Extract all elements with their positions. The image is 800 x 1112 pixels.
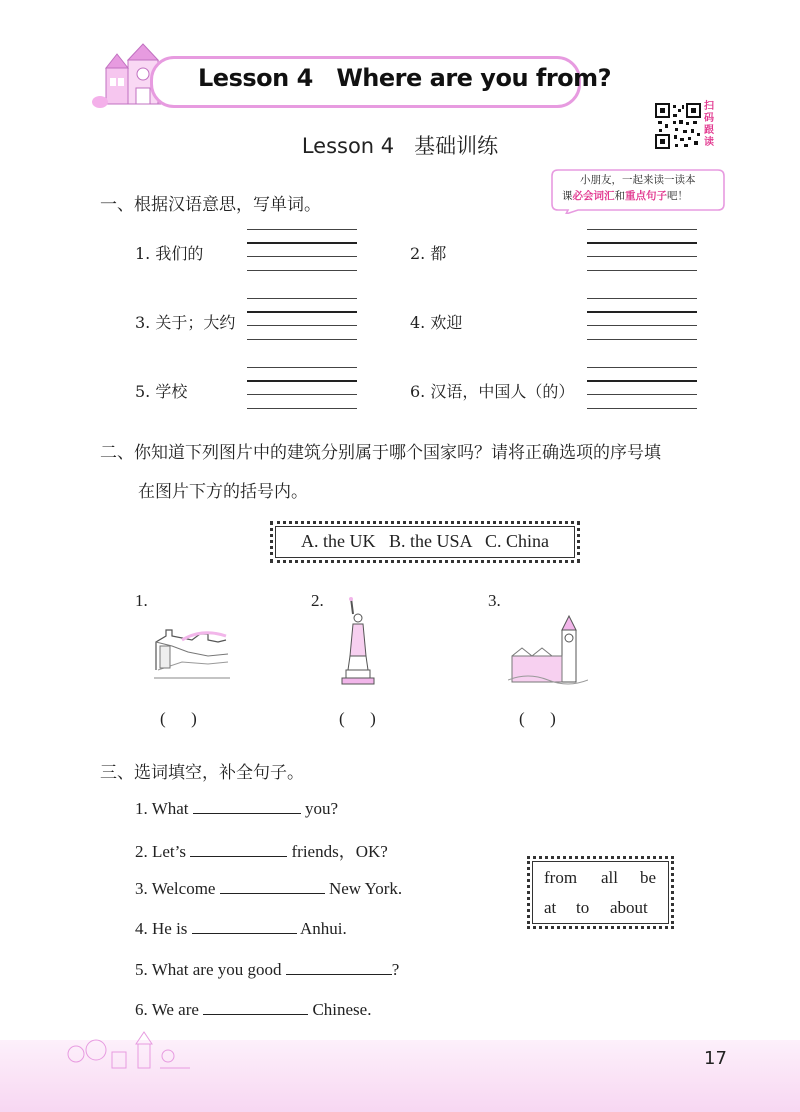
sentence-5-blank[interactable] [286,958,392,975]
bubble-highlight-words: 必会词汇 [572,190,615,202]
bubble-text-post: 吧！ [667,190,688,202]
sentence-4-post: Anhui. [299,919,347,938]
picture-num-2: 2. [311,591,324,610]
word-bank-to: to [576,898,590,917]
answer-lines-5[interactable] [247,367,357,411]
answer-lines-4[interactable] [587,298,697,342]
sentence-2-post: friends，OK? [291,842,388,861]
lesson-title: Lesson 4 Where are you from? [198,64,612,92]
sentence-1-post: you? [305,799,339,818]
sentence-6-post: Chinese. [312,1000,372,1019]
bubble-highlight-sentences: 重点句子 [625,190,667,202]
sentence-3-blank[interactable] [220,877,325,894]
bubble-line2 [562,188,720,204]
sentence-1 [135,797,338,819]
sentence-2-pre: 2. Let’s [135,842,186,861]
answer-lines-3[interactable] [247,298,357,342]
page-number: 17 [704,1048,727,1069]
sentence-3-post: New York. [328,879,403,898]
word-item-4: 4. 欢迎 [410,313,463,332]
sentence-3-pre: 3. Welcome [135,879,216,898]
section1-title: 一、根据汉语意思，写单词。 [100,195,321,215]
word-bank-all: all [601,868,618,887]
sentence-5 [135,958,399,980]
great-wall-icon [152,612,232,682]
answer-lines-6[interactable] [587,367,697,411]
word-bank-be: be [640,868,657,887]
scan-label: 扫码跟读 [704,101,714,148]
sentence-5-post: ? [391,960,400,979]
word-item-3: 3. 关于；大约 [135,313,236,332]
answer-lines-2[interactable] [587,229,697,273]
answer-lines-1[interactable] [247,229,357,273]
answer-paren-1[interactable]: ( ) [160,709,197,728]
sentence-4 [135,917,347,939]
word-bank-at: at [544,898,557,917]
word-item-2: 2. 都 [410,244,447,263]
page-subtitle: Lesson 4 基础训练 [301,134,499,158]
statue-of-liberty-icon [338,596,378,688]
word-bank-box [527,856,674,929]
sentence-2-blank[interactable] [190,840,287,857]
word-item-1: 1. 我们的 [135,244,204,263]
picture-num-3: 3. [488,591,501,610]
sentence-4-pre: 4. He is [135,919,188,938]
sentence-2 [135,837,388,862]
sentence-1-pre: 1. What [135,799,189,818]
sentence-6-pre: 6. We are [135,1000,199,1019]
sentence-6-blank[interactable] [203,998,308,1015]
word-item-5: 5. 学校 [135,382,188,401]
section3-title: 三、选词填空，补全句子。 [100,763,304,783]
big-ben-icon [508,614,588,686]
footer-doodle-icon [64,1026,194,1070]
speech-bubble-text [562,172,720,204]
sentence-4-blank[interactable] [192,917,297,934]
bubble-text-mid: 和 [614,190,625,202]
answer-paren-3[interactable]: ( ) [519,709,556,728]
section2-title-line1: 二、你知道下列图片中的建筑分别属于哪个国家吗？请将正确选项的序号填 [100,443,661,463]
section2-title-line2: 在图片下方的括号内。 [138,482,308,502]
answer-paren-2[interactable]: ( ) [339,709,376,728]
sentence-1-blank[interactable] [193,797,301,814]
word-bank-about: about [610,898,648,917]
bubble-text-pre: 课 [562,190,573,202]
word-item-6: 6. 汉语，中国人（的） [410,382,575,401]
sentence-5-pre: 5. What are you good [135,960,282,979]
sentence-3 [135,877,402,899]
word-bank-from: from [544,868,578,887]
sentence-6 [135,998,371,1020]
bubble-line1: 小朋友，一起来读一读本 [580,174,696,186]
picture-num-1: 1. [135,591,148,610]
options-text: A. the UK B. the USA C. China [300,531,549,551]
